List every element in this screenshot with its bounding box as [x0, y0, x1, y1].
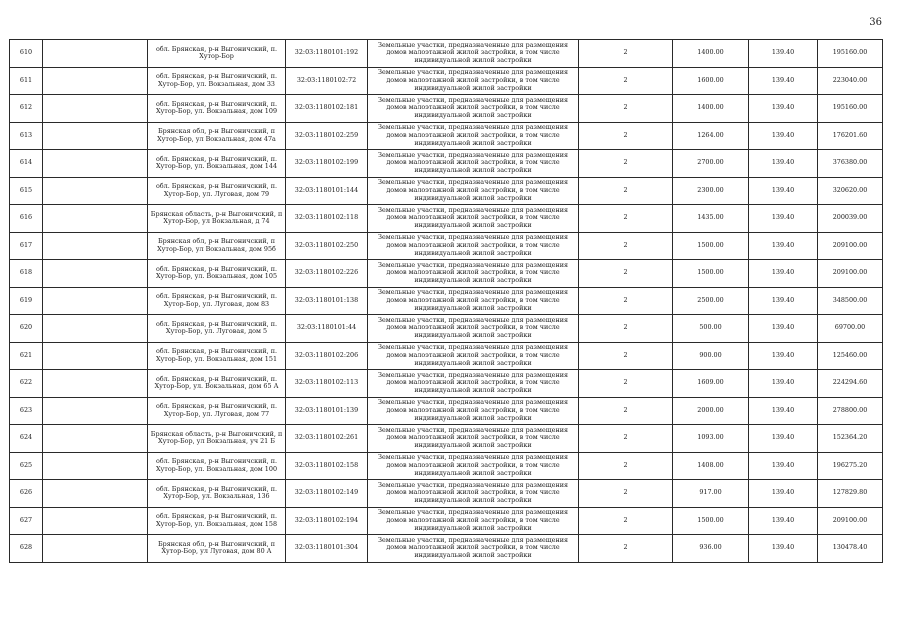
cadastral-number-cell: 32:03:1180102:181 — [286, 95, 368, 123]
group-cell: 2 — [579, 397, 673, 425]
cadastral-value-cell: 152364.20 — [818, 425, 883, 453]
row-number-cell: 622 — [10, 370, 43, 398]
table-row — [10, 260, 883, 288]
rate-cell: 139.40 — [749, 452, 818, 480]
rate-cell: 139.40 — [749, 287, 818, 315]
table-row — [10, 95, 883, 123]
area-cell: 1400.00 — [673, 40, 749, 68]
rate-cell: 139.40 — [749, 150, 818, 178]
row-number-cell: 628 — [10, 535, 43, 563]
area-cell: 1600.00 — [673, 67, 749, 95]
group-cell: 2 — [579, 122, 673, 150]
group-cell: 2 — [579, 507, 673, 535]
row-number-cell: 619 — [10, 287, 43, 315]
area-cell: 900.00 — [673, 342, 749, 370]
rate-cell: 139.40 — [749, 507, 818, 535]
area-cell: 1500.00 — [673, 507, 749, 535]
area-cell: 1435.00 — [673, 205, 749, 233]
land-use-cell: Земельные участки, предназначенные для размещения домов малоэтажной жилой застройки, в том числе индивидуальной жилой застройки — [368, 315, 579, 343]
rate-cell: 139.40 — [749, 205, 818, 233]
cadastral-value-cell: 125460.00 — [818, 342, 883, 370]
land-use-cell: Земельные участки, предназначенные для размещения домов малоэтажной жилой застройки, в том числе индивидуальной жилой застройки — [368, 260, 579, 288]
cadastral-value-cell: 320620.00 — [818, 177, 883, 205]
cadastral-value-cell: 195160.00 — [818, 40, 883, 68]
blank-cell — [43, 260, 148, 288]
rate-cell: 139.40 — [749, 122, 818, 150]
blank-cell — [43, 507, 148, 535]
rate-cell: 139.40 — [749, 40, 818, 68]
group-cell: 2 — [579, 205, 673, 233]
address-cell: Брянская обл, р-н Выгоничский, п Хутор-Бор, ул Вокзальная, дом 95б — [148, 232, 286, 260]
table-row — [10, 370, 883, 398]
table-row — [10, 205, 883, 233]
address-cell: обл. Брянская, р-н Выгоничский, п. Хутор-Бор — [148, 40, 286, 68]
cadastral-number-cell: 32:03:1180102:118 — [286, 205, 368, 233]
address-cell: Брянская обл, р-н Выгоничский, п Хутор-Бор, ул Луговая, дом 80 А — [148, 535, 286, 563]
cadastral-value-cell: 130478.40 — [818, 535, 883, 563]
rate-cell: 139.40 — [749, 95, 818, 123]
land-use-cell: Земельные участки, предназначенные для размещения домов малоэтажной жилой застройки, в том числе индивидуальной жилой застройки — [368, 122, 579, 150]
table-row — [10, 397, 883, 425]
blank-cell — [43, 535, 148, 563]
group-cell: 2 — [579, 452, 673, 480]
land-use-cell: Земельные участки, предназначенные для размещения домов малоэтажной жилой застройки, в том числе индивидуальной жилой застройки — [368, 67, 579, 95]
table-row — [10, 480, 883, 508]
cadastral-value-cell: 127829.80 — [818, 480, 883, 508]
row-number-cell: 627 — [10, 507, 43, 535]
rate-cell: 139.40 — [749, 67, 818, 95]
cadastral-number-cell: 32:03:1180102:259 — [286, 122, 368, 150]
table-row — [10, 67, 883, 95]
row-number-cell: 610 — [10, 40, 43, 68]
row-number-cell: 612 — [10, 95, 43, 123]
cadastral-number-cell: 32:03:1180101:192 — [286, 40, 368, 68]
rate-cell: 139.40 — [749, 342, 818, 370]
group-cell: 2 — [579, 95, 673, 123]
address-cell: Брянская обл, р-н Выгоничский, п Хутор-Бор, ул Вокзальная, дом 47а — [148, 122, 286, 150]
table-row — [10, 177, 883, 205]
cadastral-value-cell: 348500.00 — [818, 287, 883, 315]
row-number-cell: 616 — [10, 205, 43, 233]
table-row — [10, 150, 883, 178]
address-cell: обл. Брянская, р-н Выгоничский, п. Хутор-Бор, ул. Луговая, дом 83 — [148, 287, 286, 315]
row-number-cell: 618 — [10, 260, 43, 288]
blank-cell — [43, 177, 148, 205]
area-cell: 1408.00 — [673, 452, 749, 480]
cadastral-number-cell: 32:03:1180102:158 — [286, 452, 368, 480]
blank-cell — [43, 95, 148, 123]
row-number-cell: 613 — [10, 122, 43, 150]
area-cell: 2500.00 — [673, 287, 749, 315]
address-cell: обл. Брянская, р-н Выгоничский, п. Хутор-Бор, ул. Вокзальная, дом 158 — [148, 507, 286, 535]
rate-cell: 139.40 — [749, 260, 818, 288]
rate-cell: 139.40 — [749, 425, 818, 453]
table-row — [10, 40, 883, 68]
area-cell: 1500.00 — [673, 260, 749, 288]
address-cell: обл. Брянская, р-н Выгоничский, п. Хутор-Бор, ул. Вокзальная, дом 33 — [148, 67, 286, 95]
row-number-cell: 621 — [10, 342, 43, 370]
cadastral-value-cell: 195160.00 — [818, 95, 883, 123]
cadastral-number-cell: 32:03:1180102:149 — [286, 480, 368, 508]
address-cell: обл. Брянская, р-н Выгоничский, п. Хутор-Бор, ул. Вокзальная, дом 105 — [148, 260, 286, 288]
cadastral-number-cell: 32:03:1180102:113 — [286, 370, 368, 398]
address-cell: обл. Брянская, р-н Выгоничский, п. Хутор-Бор, ул. Вокзальная, дом 100 — [148, 452, 286, 480]
area-cell: 1400.00 — [673, 95, 749, 123]
group-cell: 2 — [579, 67, 673, 95]
blank-cell — [43, 232, 148, 260]
cadastral-number-cell: 32:03:1180102:206 — [286, 342, 368, 370]
area-cell: 1500.00 — [673, 232, 749, 260]
area-cell: 1609.00 — [673, 370, 749, 398]
table-body — [10, 40, 883, 563]
land-use-cell: Земельные участки, предназначенные для размещения домов малоэтажной жилой застройки, в том числе индивидуальной жилой застройки — [368, 370, 579, 398]
rate-cell: 139.40 — [749, 535, 818, 563]
address-cell: обл. Брянская, р-н Выгоничский, п. Хутор-Бор, ул. Вокзальная, дом 65 А — [148, 370, 286, 398]
row-number-cell: 624 — [10, 425, 43, 453]
cadastral-value-cell: 278800.00 — [818, 397, 883, 425]
land-use-cell: Земельные участки, предназначенные для размещения домов малоэтажной жилой застройки, в том числе индивидуальной жилой застройки — [368, 507, 579, 535]
cadastral-value-cell: 209100.00 — [818, 507, 883, 535]
row-number-cell: 614 — [10, 150, 43, 178]
rate-cell: 139.40 — [749, 397, 818, 425]
land-use-cell: Земельные участки, предназначенные для размещения домов малоэтажной жилой застройки, в том числе индивидуальной жилой застройки — [368, 535, 579, 563]
address-cell: обл. Брянская, р-н Выгоничский, п. Хутор-Бор, ул. Вокзальная, 136 — [148, 480, 286, 508]
cadastral-number-cell: 32:03:1180102:72 — [286, 67, 368, 95]
cadastral-value-cell: 376380.00 — [818, 150, 883, 178]
blank-cell — [43, 452, 148, 480]
blank-cell — [43, 315, 148, 343]
table-row — [10, 452, 883, 480]
group-cell: 2 — [579, 40, 673, 68]
area-cell: 1093.00 — [673, 425, 749, 453]
land-use-cell: Земельные участки, предназначенные для размещения домов малоэтажной жилой застройки, в том числе индивидуальной жилой застройки — [368, 205, 579, 233]
cadastral-value-cell: 196275.20 — [818, 452, 883, 480]
area-cell: 500.00 — [673, 315, 749, 343]
land-use-cell: Земельные участки, предназначенные для размещения домов малоэтажной жилой застройки, в том числе индивидуальной жилой застройки — [368, 287, 579, 315]
cadastral-number-cell: 32:03:1180102:194 — [286, 507, 368, 535]
land-use-cell: Земельные участки, предназначенные для размещения домов малоэтажной жилой застройки, в том числе индивидуальной жилой застройки — [368, 177, 579, 205]
cadastral-number-cell: 32:03:1180102:226 — [286, 260, 368, 288]
row-number-cell: 623 — [10, 397, 43, 425]
table-row — [10, 122, 883, 150]
cadastral-number-cell: 32:03:1180102:199 — [286, 150, 368, 178]
land-use-cell: Земельные участки, предназначенные для размещения домов малоэтажной жилой застройки, в том числе индивидуальной жилой застройки — [368, 95, 579, 123]
table-row — [10, 425, 883, 453]
row-number-cell: 626 — [10, 480, 43, 508]
cadastral-number-cell: 32:03:1180101:139 — [286, 397, 368, 425]
land-use-cell: Земельные участки, предназначенные для размещения домов малоэтажной жилой застройки, в том числе индивидуальной жилой застройки — [368, 342, 579, 370]
address-cell: обл. Брянская, р-н Выгоничский, п. Хутор-Бор, ул. Луговая, дом 5 — [148, 315, 286, 343]
page-number: 36 — [869, 17, 882, 28]
row-number-cell: 611 — [10, 67, 43, 95]
land-plots-table — [9, 39, 883, 563]
group-cell: 2 — [579, 287, 673, 315]
land-use-cell: Земельные участки, предназначенные для размещения домов малоэтажной жилой застройки, в том числе индивидуальной жилой застройки — [368, 425, 579, 453]
land-use-cell: Земельные участки, предназначенные для размещения домов малоэтажной жилой застройки, в том числе индивидуальной жилой застройки — [368, 40, 579, 68]
table-row — [10, 232, 883, 260]
group-cell: 2 — [579, 535, 673, 563]
address-cell: Брянская область, р-н Выгоничский, п Хутор-Бор, ул Вокзальная, д 74 — [148, 205, 286, 233]
group-cell: 2 — [579, 370, 673, 398]
cadastral-value-cell: 224294.60 — [818, 370, 883, 398]
row-number-cell: 615 — [10, 177, 43, 205]
address-cell: обл. Брянская, р-н Выгоничский, п. Хутор-Бор, ул. Вокзальная, дом 144 — [148, 150, 286, 178]
group-cell: 2 — [579, 232, 673, 260]
blank-cell — [43, 397, 148, 425]
rate-cell: 139.40 — [749, 177, 818, 205]
cadastral-value-cell: 209100.00 — [818, 232, 883, 260]
cadastral-value-cell: 176201.60 — [818, 122, 883, 150]
row-number-cell: 617 — [10, 232, 43, 260]
group-cell: 2 — [579, 342, 673, 370]
address-cell: обл. Брянская, р-н Выгоничский, п. Хутор-Бор, ул. Луговая, дом 79 — [148, 177, 286, 205]
group-cell: 2 — [579, 177, 673, 205]
cadastral-value-cell: 200039.00 — [818, 205, 883, 233]
rate-cell: 139.40 — [749, 370, 818, 398]
area-cell: 2000.00 — [673, 397, 749, 425]
cadastral-number-cell: 32:03:1180101:138 — [286, 287, 368, 315]
cadastral-number-cell: 32:03:1180101:304 — [286, 535, 368, 563]
land-use-cell: Земельные участки, предназначенные для размещения домов малоэтажной жилой застройки, в том числе индивидуальной жилой застройки — [368, 232, 579, 260]
cadastral-number-cell: 32:03:1180102:250 — [286, 232, 368, 260]
area-cell: 936.00 — [673, 535, 749, 563]
address-cell: обл. Брянская, р-н Выгоничский, п. Хутор-Бор, ул. Вокзальная, дом 151 — [148, 342, 286, 370]
table-row — [10, 315, 883, 343]
group-cell: 2 — [579, 425, 673, 453]
group-cell: 2 — [579, 480, 673, 508]
address-cell: Брянская область, р-н Выгоничский, п Хутор-Бор, ул Вокзальная, уч 21 Б — [148, 425, 286, 453]
cadastral-number-cell: 32:03:1180102:261 — [286, 425, 368, 453]
land-use-cell: Земельные участки, предназначенные для размещения домов малоэтажной жилой застройки, в том числе индивидуальной жилой застройки — [368, 150, 579, 178]
blank-cell — [43, 370, 148, 398]
blank-cell — [43, 67, 148, 95]
table-row — [10, 507, 883, 535]
blank-cell — [43, 287, 148, 315]
group-cell: 2 — [579, 150, 673, 178]
address-cell: обл. Брянская, р-н Выгоничский, п. Хутор-Бор, ул. Луговая, дом 77 — [148, 397, 286, 425]
rate-cell: 139.40 — [749, 480, 818, 508]
row-number-cell: 620 — [10, 315, 43, 343]
group-cell: 2 — [579, 315, 673, 343]
rate-cell: 139.40 — [749, 232, 818, 260]
blank-cell — [43, 342, 148, 370]
address-cell: обл. Брянская, р-н Выгоничский, п. Хутор-Бор, ул. Вокзальная, дом 109 — [148, 95, 286, 123]
area-cell: 917.00 — [673, 480, 749, 508]
table-row — [10, 287, 883, 315]
cadastral-value-cell: 69700.00 — [818, 315, 883, 343]
row-number-cell: 625 — [10, 452, 43, 480]
group-cell: 2 — [579, 260, 673, 288]
area-cell: 2300.00 — [673, 177, 749, 205]
land-use-cell: Земельные участки, предназначенные для размещения домов малоэтажной жилой застройки, в том числе индивидуальной жилой застройки — [368, 452, 579, 480]
blank-cell — [43, 480, 148, 508]
area-cell: 2700.00 — [673, 150, 749, 178]
blank-cell — [43, 122, 148, 150]
table-row — [10, 535, 883, 563]
land-use-cell: Земельные участки, предназначенные для размещения домов малоэтажной жилой застройки, в том числе индивидуальной жилой застройки — [368, 397, 579, 425]
blank-cell — [43, 150, 148, 178]
cadastral-number-cell: 32:03:1180101:44 — [286, 315, 368, 343]
blank-cell — [43, 40, 148, 68]
blank-cell — [43, 425, 148, 453]
cadastral-value-cell: 223040.00 — [818, 67, 883, 95]
cadastral-number-cell: 32:03:1180101:144 — [286, 177, 368, 205]
blank-cell — [43, 205, 148, 233]
table-row — [10, 342, 883, 370]
cadastral-value-cell: 209100.00 — [818, 260, 883, 288]
rate-cell: 139.40 — [749, 315, 818, 343]
area-cell: 1264.00 — [673, 122, 749, 150]
land-use-cell: Земельные участки, предназначенные для размещения домов малоэтажной жилой застройки, в том числе индивидуальной жилой застройки — [368, 480, 579, 508]
